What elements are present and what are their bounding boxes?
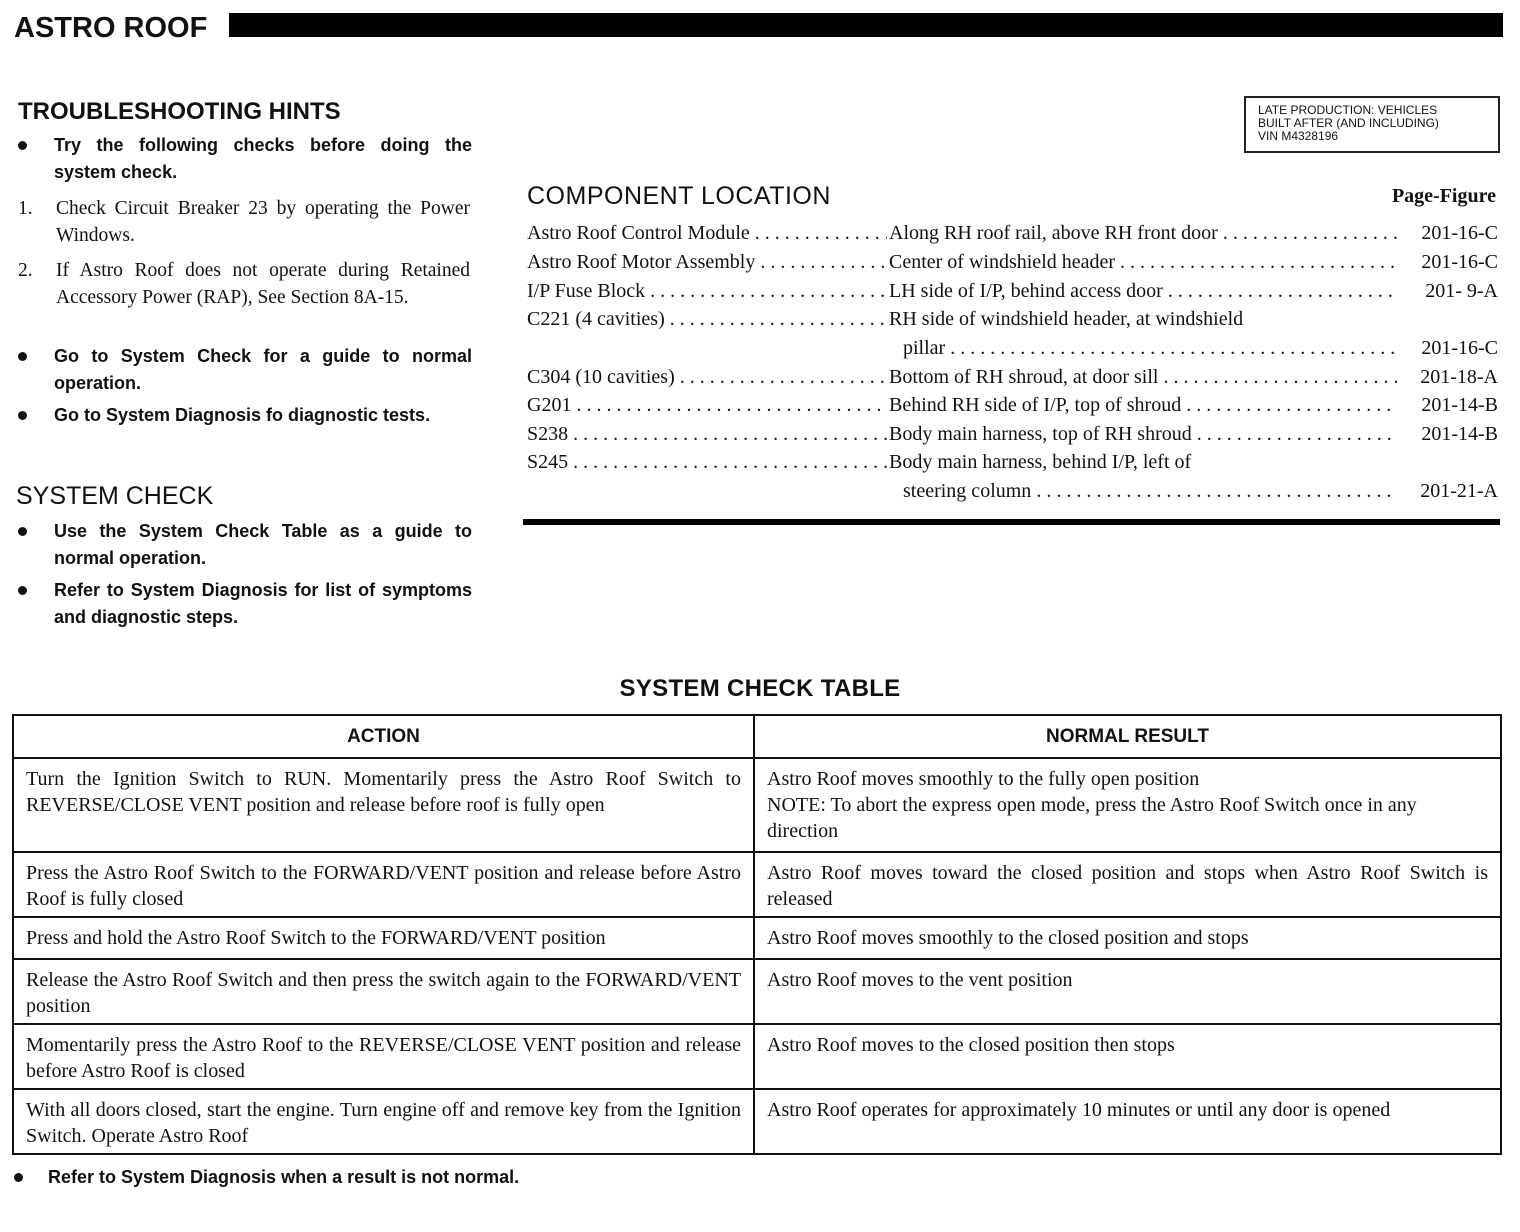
result-note: NOTE: To abort the express open mode, press the Astro Roof Switch once in any direction <box>767 794 1417 842</box>
step-text: Check Circuit Breaker 23 by operating the Power Windows. <box>56 198 470 246</box>
component-name: C304 (10 cavities) . . . <box>527 363 887 391</box>
bullet-text: Use the System Check Table as a guide to normal operation. <box>54 521 472 568</box>
table-row <box>13 1089 1501 1154</box>
bullet-icon <box>18 411 27 420</box>
notice-line: VIN M4328196 <box>1258 129 1339 143</box>
component-page-figure: 201-21-A <box>1420 480 1498 502</box>
component-name: Astro Roof Motor Assembly . . . <box>527 248 887 276</box>
notice-line: LATE PRODUCTION: VEHICLES <box>1258 103 1438 117</box>
step-number: 1. <box>18 198 33 219</box>
component-page-figure: 201-16-C <box>1421 337 1498 359</box>
result-text: Astro Roof moves smoothly to the fully open position <box>767 768 1200 790</box>
bullet-icon <box>18 586 27 595</box>
action-cell: Press the Astro Roof Switch to the FORWARD/VENT position and release before Astro Roof is fully closed <box>13 852 754 917</box>
component-location: Center of windshield header . . . <box>889 248 1397 276</box>
component-name: Astro Roof Control Module . . . <box>527 219 887 247</box>
component-page-figure: 201-16-C <box>1421 222 1498 244</box>
result-cell: Astro Roof moves smoothly to the closed position and stops <box>754 917 1501 959</box>
system-check-table <box>12 714 1502 1155</box>
component-location-continued: steering column . . . <box>903 477 1397 505</box>
bullet-icon <box>18 352 27 361</box>
table-row <box>13 758 1501 852</box>
component-row <box>527 277 1498 305</box>
component-location-continued: pillar . . . <box>903 334 1397 362</box>
component-page-figure: 201-18-A <box>1420 366 1498 388</box>
component-location: Behind RH side of I/P, top of shroud . . . <box>889 391 1397 419</box>
table-row <box>13 959 1501 1024</box>
action-cell: Turn the Ignition Switch to RUN. Momentarily press the Astro Roof Switch to REVERSE/CLOSE VENT position and release before roof is fully open <box>13 758 754 852</box>
component-location: Body main harness, top of RH shroud . . . <box>889 420 1397 448</box>
component-row <box>527 248 1498 276</box>
component-row <box>527 305 1498 333</box>
title-rule-bar <box>229 13 1503 37</box>
component-name: S245 . . . <box>527 448 887 476</box>
system-check-table-title: SYSTEM CHECK TABLE <box>619 675 901 702</box>
bullet-icon <box>14 1173 23 1182</box>
component-row <box>527 391 1498 419</box>
troubleshooting-heading: TROUBLESHOOTING HINTS <box>18 98 341 125</box>
component-name: C221 (4 cavities) . . . <box>527 305 887 333</box>
component-row-continued <box>527 334 1498 362</box>
component-page-figure: 201-14-B <box>1421 423 1498 445</box>
step-number: 2. <box>18 260 33 281</box>
column-header-action: ACTION <box>13 715 754 758</box>
notice-line: BUILT AFTER (AND INCLUDING) <box>1258 116 1439 130</box>
table-row <box>13 917 1501 959</box>
action-cell: Release the Astro Roof Switch and then press the switch again to the FORWARD/VENT position <box>13 959 754 1024</box>
result-cell: Astro Roof moves to the closed position then stops <box>754 1024 1501 1089</box>
component-row <box>527 448 1498 476</box>
component-row <box>527 420 1498 448</box>
component-page-figure: 201-14-B <box>1421 394 1498 416</box>
component-page-figure: 201-16-C <box>1421 251 1498 273</box>
component-name: S238 . . . <box>527 420 887 448</box>
result-cell: Astro Roof moves toward the closed position and stops when Astro Roof Switch is released <box>754 852 1501 917</box>
bullet-icon <box>18 527 27 536</box>
component-location: Along RH roof rail, above RH front door . . . <box>889 219 1397 247</box>
component-name: G201 . . . <box>527 391 887 419</box>
table-row <box>13 1024 1501 1089</box>
bullet-text: Go to System Check for a guide to normal operation. <box>54 346 472 393</box>
component-location: LH side of I/P, behind access door . . . <box>889 277 1397 305</box>
component-row <box>527 219 1498 247</box>
result-cell: Astro Roof operates for approximately 10 minutes or until any door is opened <box>754 1089 1501 1154</box>
component-location: Bottom of RH shroud, at door sill . . . <box>889 363 1397 391</box>
step-text: If Astro Roof does not operate during Retained Accessory Power (RAP), See Section 8A-15. <box>56 260 470 308</box>
column-header-normal-result: NORMAL RESULT <box>754 715 1501 758</box>
action-cell: With all doors closed, start the engine. Turn engine off and remove key from the Ignition Switch. Operate Astro Roof <box>13 1089 754 1154</box>
page-title: ASTRO ROOF <box>14 12 208 44</box>
action-cell: Press and hold the Astro Roof Switch to the FORWARD/VENT position <box>13 917 754 959</box>
action-cell: Momentarily press the Astro Roof to the REVERSE/CLOSE VENT position and release before Astro Roof is closed <box>13 1024 754 1089</box>
component-location-heading: COMPONENT LOCATION <box>527 182 831 210</box>
footer-note-text: Refer to System Diagnosis when a result is not normal. <box>48 1167 520 1187</box>
component-location-rule <box>523 519 1500 525</box>
system-check-heading: SYSTEM CHECK <box>16 482 214 510</box>
bullet-icon <box>18 141 27 150</box>
component-location: RH side of windshield header, at windshield <box>889 308 1244 330</box>
bullet-text: Refer to System Diagnosis for list of symptoms and diagnostic steps. <box>54 580 472 627</box>
page-figure-header: Page-Figure <box>1391 185 1496 207</box>
result-cell <box>754 758 1501 852</box>
component-page-figure: 201- 9-A <box>1425 280 1498 302</box>
bullet-text: Try the following checks before doing the system check. <box>54 135 472 182</box>
component-location: Body main harness, behind I/P, left of <box>889 451 1192 473</box>
late-production-notice <box>1244 96 1500 153</box>
bullet-text: Go to System Diagnosis fo diagnostic tests. <box>54 405 431 425</box>
table-header-row <box>13 715 1501 758</box>
component-name: I/P Fuse Block . . . <box>527 277 887 305</box>
component-row-continued <box>527 477 1498 505</box>
table-row <box>13 852 1501 917</box>
result-cell: Astro Roof moves to the vent position <box>754 959 1501 1024</box>
component-row <box>527 363 1498 391</box>
